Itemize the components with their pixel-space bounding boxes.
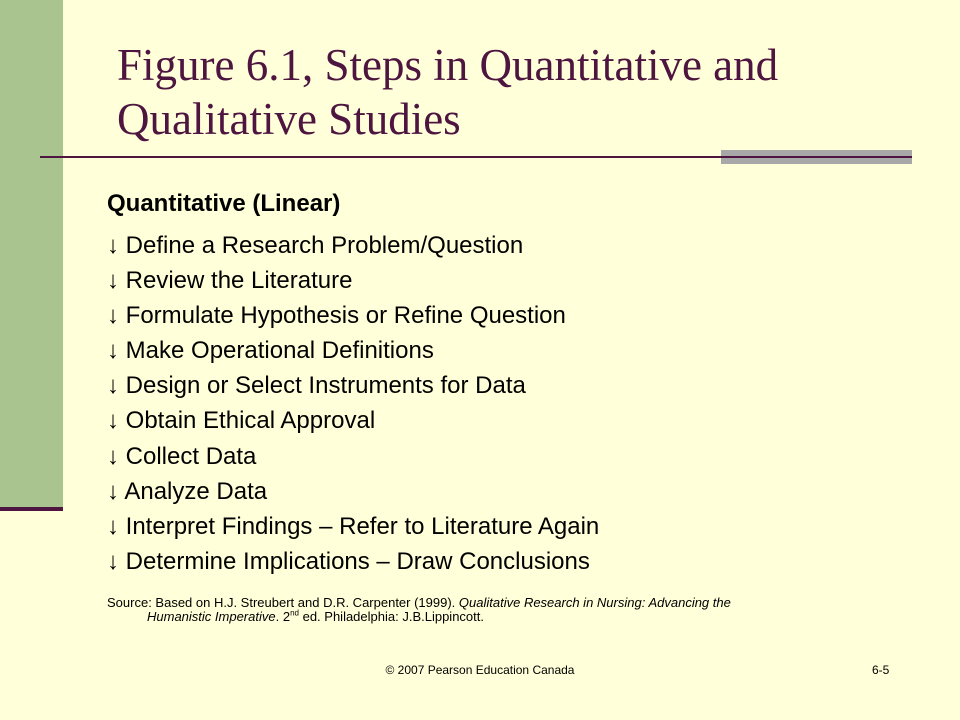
step-item: ↓ Make Operational Definitions	[107, 337, 434, 365]
step-item: ↓ Analyze Data	[107, 477, 268, 505]
source-edition-sup: nd	[290, 608, 299, 618]
source-prefix: Source: Based on H.J. Streubert and D.R. Carpenter (1999).	[107, 595, 459, 610]
page-number: 6-5	[872, 663, 890, 677]
steps-list	[107, 228, 599, 579]
slide-title: Figure 6.1, Steps in Quantitative and Qualitative Studies	[117, 40, 779, 144]
step-item: ↓ Review the Literature	[107, 267, 353, 295]
side-accent-bar	[0, 0, 63, 508]
side-accent-rule	[0, 507, 63, 511]
step-item: ↓ Collect Data	[107, 442, 257, 470]
footer-copyright: © 2007 Pearson Education Canada	[385, 663, 575, 677]
step-item: ↓ Define a Research Problem/Question	[107, 232, 524, 259]
source-book-title-line2: Humanistic Imperative	[147, 609, 276, 624]
step-item: ↓ Determine Implications – Draw Conclusions	[107, 547, 590, 575]
source-edition-post: ed. Philadelphia: J.B.Lippincott.	[298, 609, 484, 624]
section-heading: Quantitative (Linear)	[107, 190, 341, 217]
step-item: ↓ Design or Select Instruments for Data	[107, 372, 526, 400]
step-item: ↓ Formulate Hypothesis or Refine Question	[107, 302, 566, 330]
title-divider-accent	[721, 150, 912, 164]
source-edition-pre: . 2	[275, 609, 291, 624]
step-item: ↓ Interpret Findings – Refer to Literature Again	[107, 512, 600, 540]
source-continuation	[107, 610, 907, 624]
source-book-title-line1: Qualitative Research in Nursing: Advancing the	[458, 595, 731, 610]
step-item: ↓ Obtain Ethical Approval	[107, 407, 376, 435]
source-citation	[107, 596, 907, 624]
